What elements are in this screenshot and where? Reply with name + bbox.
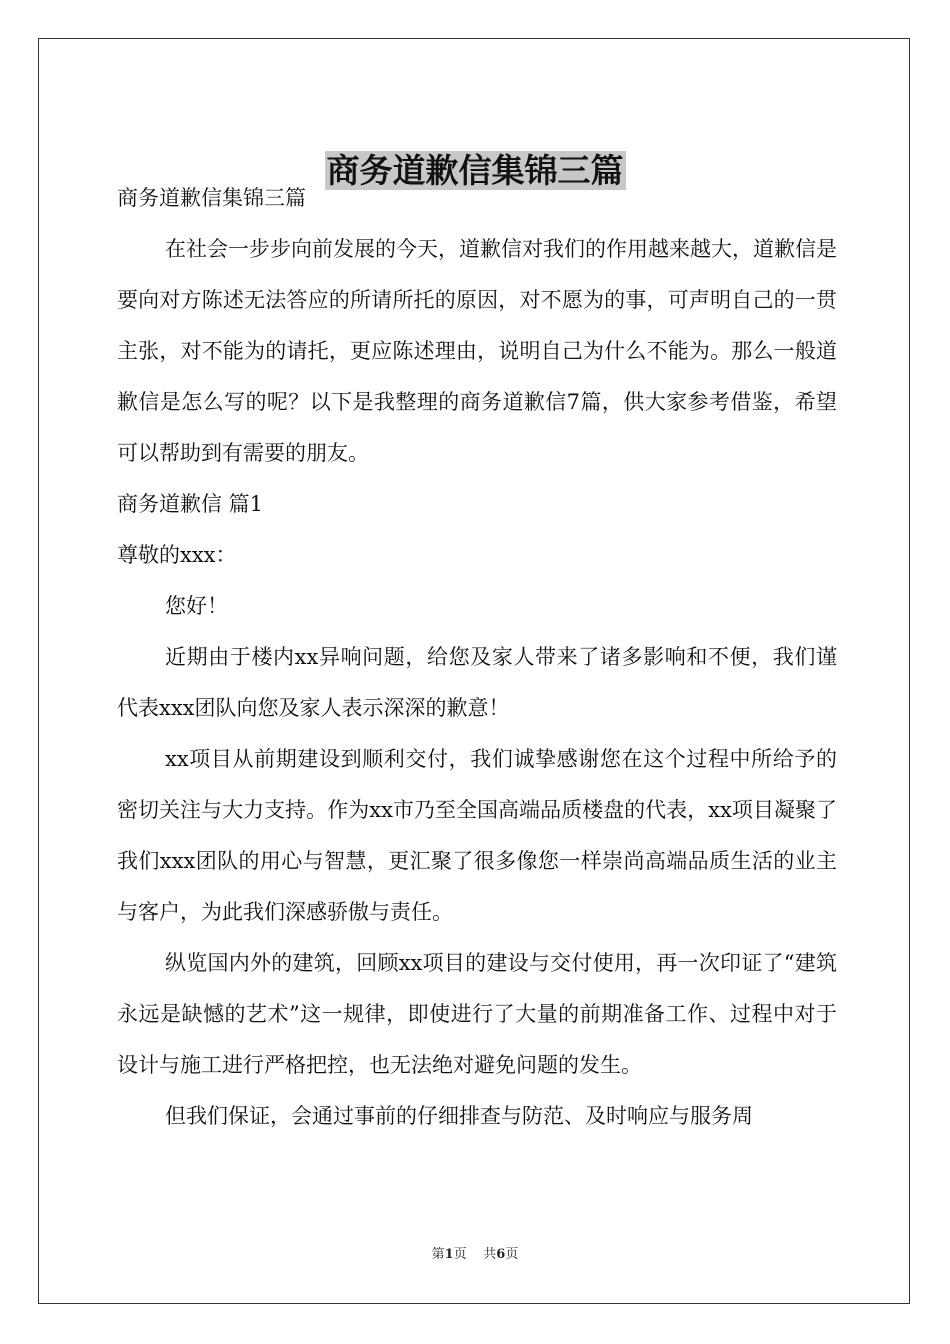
total-suffix: 页: [505, 1247, 519, 1262]
greeting: 您好！: [165, 594, 228, 618]
total-pages-number: 6: [496, 1247, 506, 1262]
document-title-text: 商务道歉信集锦三篇: [326, 151, 624, 191]
document-body: [117, 173, 837, 1142]
paragraph-guarantee: 但我们保证，会通过事前的仔细排查与防范、及时响应与服务周: [165, 1104, 753, 1128]
paragraph-project: xx项目从前期建设到顺利交付，我们诚挚感谢您在这个过程中所给予的密切关注与大力支持。作为xx市乃至全国高端品质楼盘的代表，xx项目凝聚了我们xxx团队的用心与智慧，更汇聚了很多像您一样崇尚高端品质生活的业主与客户，为此我们深感骄傲与责任。: [117, 747, 837, 924]
paragraph-subtitle: 商务道歉信集锦三篇: [117, 186, 306, 210]
paragraph-intro: 在社会一步步向前发展的今天，道歉信对我们的作用越来越大，道歉信是要向对方陈述无法答应的所请所托的原因，对不愿为的事，可声明自己的一贯主张，对不能为的请托，更应陈述理由，说明自己为什么不能为。那么一般道歉信是怎么写的呢？以下是我整理的商务道歉信7篇，供大家参考借鉴，希望可以帮助到有需要的朋友。: [117, 237, 837, 465]
page-prefix: 第: [431, 1247, 445, 1262]
current-page-number: 1: [444, 1247, 454, 1262]
page-suffix: 页: [453, 1247, 467, 1262]
page-footer: [0, 1245, 950, 1265]
salutation: 尊敬的xxx：: [117, 543, 237, 567]
paragraph-apology: 近期由于楼内xx异响问题，给您及家人带来了诸多影响和不便，我们谨代表xxx团队向您及家人表示深深的歉意！: [117, 645, 837, 720]
section-heading: 商务道歉信 篇1: [117, 492, 264, 516]
paragraph-architecture: 纵览国内外的建筑，回顾xx项目的建设与交付使用，再一次印证了“建筑永远是缺憾的艺术”这一规律，即使进行了大量的前期准备工作、过程中对于设计与施工进行严格把控，也无法绝对避免问题的发生。: [117, 951, 837, 1077]
total-prefix: 共: [483, 1247, 497, 1262]
